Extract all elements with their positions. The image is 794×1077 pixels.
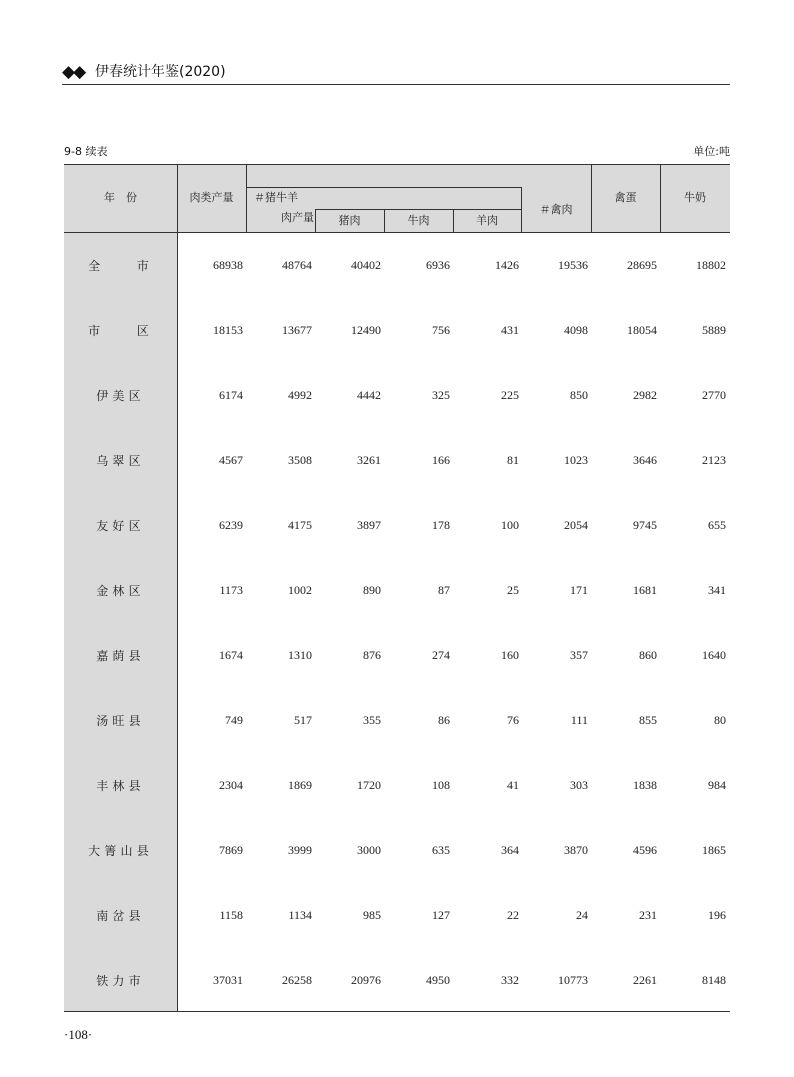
table-cell: 6936 [426,258,450,272]
col-header-pork-beef-mutton: ＃猪牛羊 [254,191,298,204]
table-cell: 756 [432,323,450,337]
table-cell: 68938 [213,258,243,272]
table-cell: 12490 [351,323,381,337]
row-label [64,428,177,493]
table-cell: 364 [501,843,519,857]
table-cell: 749 [225,713,243,727]
table-cell: 1681 [633,583,657,597]
table-cell: 3508 [288,453,312,467]
table-cell: 4596 [633,843,657,857]
table-cell: 303 [570,778,588,792]
table-cell: 1869 [288,778,312,792]
table-cell: 127 [432,908,450,922]
row-label [64,493,177,558]
table-cell: 80 [714,713,726,727]
data-table [64,164,730,1012]
table-cell: 1640 [702,648,726,662]
col-divider [246,164,247,232]
row-label [64,883,177,948]
table-cell: 9745 [633,518,657,532]
row-label-text: 铁力市 [96,974,145,988]
table-cell: 2304 [219,778,243,792]
table-cell: 24 [576,908,588,922]
table-cell: 13677 [282,323,312,337]
table-cell: 81 [507,453,519,467]
table-cell: 431 [501,323,519,337]
table-cell: 3646 [633,453,657,467]
table-cell: 28695 [627,258,657,272]
row-label-text: 嘉荫县 [96,649,145,663]
table-cell: 160 [501,648,519,662]
table-cell: 355 [363,713,381,727]
table-cell: 1002 [288,583,312,597]
table-cell: 196 [708,908,726,922]
table-cell: 3897 [357,518,381,532]
table-cell: 4442 [357,388,381,402]
table-cell: 3000 [357,843,381,857]
row-label-text: 金林区 [96,584,145,598]
table-cell: 1674 [219,648,243,662]
row-label [64,363,177,428]
table-cell: 41 [507,778,519,792]
row-label-text: 友好区 [96,519,145,533]
table-row [64,883,730,948]
row-label [64,623,177,688]
table-cell: 18802 [696,258,726,272]
table-row [64,818,730,883]
col-header-milk: 牛奶 [684,191,706,204]
row-label [64,948,177,1013]
table-cell: 4567 [219,453,243,467]
row-label-text: 乌翠区 [96,454,145,468]
col-header-mutton: 羊肉 [476,214,498,227]
table-row [64,558,730,623]
table-cell: 7869 [219,843,243,857]
table-cell: 48764 [282,258,312,272]
row-label-text: 汤旺县 [96,714,145,728]
table-cell: 40402 [351,258,381,272]
table-cell: 37031 [213,973,243,987]
table-cell: 18153 [213,323,243,337]
table-cell: 1310 [288,648,312,662]
table-cell: 850 [570,388,588,402]
table-row [64,363,730,428]
table-cell: 860 [639,648,657,662]
table-cell: 332 [501,973,519,987]
table-cell: 4950 [426,973,450,987]
table-cell: 2261 [633,973,657,987]
book-title: 伊春统计年鉴(2020) [95,64,226,80]
table-cell: 111 [570,713,588,727]
table-cell: 231 [639,908,657,922]
table-cell: 3999 [288,843,312,857]
table-cell: 20976 [351,973,381,987]
table-cell: 1023 [564,453,588,467]
table-cell: 3870 [564,843,588,857]
col-header-eggs: 禽蛋 [614,191,637,204]
table-cell: 6239 [219,518,243,532]
table-cell: 166 [432,453,450,467]
table-row [64,298,730,363]
table-cell: 1865 [702,843,726,857]
table-row [64,688,730,753]
col-header-year: 年 份 [104,191,137,204]
table-cell: 655 [708,518,726,532]
table-cell: 8148 [702,973,726,987]
table-cell: 4175 [288,518,312,532]
col-header-pork: 猪肉 [338,214,361,227]
row-label-text: 丰林县 [96,779,145,793]
table-cell: 2770 [702,388,726,402]
col-header-pork-beef-mutton-sub: 肉产量 [281,211,314,224]
table-cell: 2054 [564,518,588,532]
table-cell: 1158 [219,908,243,922]
table-cell: 18054 [627,323,657,337]
diamond-icon: ◆◆ [62,62,85,82]
row-label [64,233,177,298]
table-row [64,493,730,558]
row-label [64,753,177,818]
table-cell: 985 [363,908,381,922]
table-cell: 1173 [219,583,243,597]
table-cell: 4992 [288,388,312,402]
table-cell: 1720 [357,778,381,792]
table-cell: 325 [432,388,450,402]
table-cell: 19536 [558,258,588,272]
row-label-text: 伊美区 [96,389,145,403]
table-cell: 87 [438,583,450,597]
table-cell: 635 [432,843,450,857]
table-cell: 178 [432,518,450,532]
table-label: 9-8 续表 [64,145,108,158]
col-header-poultry: ＃禽肉 [539,203,573,216]
table-cell: 100 [501,518,519,532]
row-label [64,688,177,753]
table-cell: 341 [708,583,726,597]
table-cell: 876 [363,648,381,662]
table-cell: 2982 [633,388,657,402]
table-cell: 855 [639,713,657,727]
page-header [62,62,730,85]
table-cell: 1838 [633,778,657,792]
table-row [64,948,730,1013]
row-label [64,558,177,623]
table-cell: 6174 [219,388,243,402]
row-label-text: 南岔县 [96,909,145,923]
table-cell: 274 [432,648,450,662]
table-cell: 10773 [558,973,588,987]
table-cell: 2123 [702,453,726,467]
table-cell: 86 [438,713,450,727]
row-label-text: 大箐山县 [88,844,153,858]
table-cell: 26258 [282,973,312,987]
table-cell: 171 [570,583,588,597]
table-cell: 5889 [702,323,726,337]
table-cell: 1134 [288,908,312,922]
table-row [64,233,730,298]
table-cell: 357 [570,648,588,662]
unit-label: 单位:吨 [693,145,730,158]
table-row [64,623,730,688]
table-cell: 22 [507,908,519,922]
group-header-line [246,187,521,188]
table-cell: 3261 [357,453,381,467]
table-cell: 1426 [495,258,519,272]
table-cell: 890 [363,583,381,597]
table-row [64,753,730,818]
table-cell: 225 [501,388,519,402]
col-header-meat-total: 肉类产量 [189,191,234,204]
row-label-text: 全 市 [88,259,153,273]
row-label [64,818,177,883]
table-row [64,428,730,493]
table-cell: 4098 [564,323,588,337]
table-cell: 76 [507,713,519,727]
table-cell: 517 [294,713,312,727]
col-header-beef: 牛肉 [407,214,430,227]
page-number: ·108· [64,1027,93,1042]
table-cell: 108 [432,778,450,792]
table-cell: 984 [708,778,726,792]
row-label [64,298,177,363]
table-cell: 25 [507,583,519,597]
row-label-text: 市 区 [88,324,153,338]
